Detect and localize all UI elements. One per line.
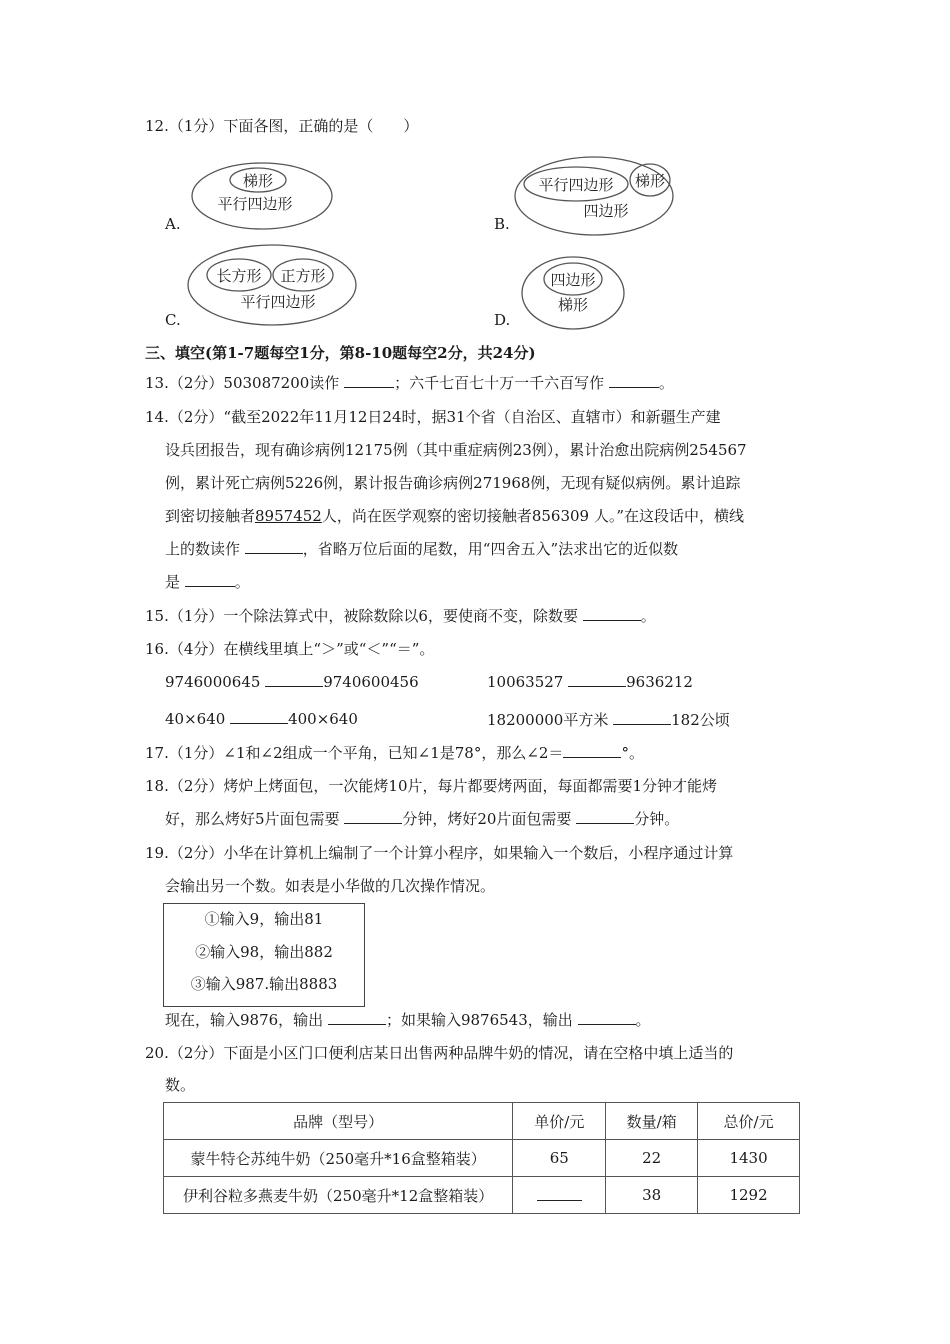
q19-operations-box (163, 903, 365, 1007)
q17-text: 17.（1分）∠1和∠2组成一个平角，已知∠1是78°，那么∠2＝ (145, 744, 564, 762)
q13-blank-2[interactable] (609, 373, 659, 388)
row-1-brand: 蒙牛特仑苏纯牛奶（250毫升*16盒整箱装） (164, 1140, 513, 1177)
q13-text-2: ；六千七百七十万一千六百写作 (394, 374, 609, 392)
q17-blank[interactable] (563, 743, 621, 758)
q12-stem: 12.（1分）下面各图，正确的是（ ） (145, 117, 419, 135)
q14-line-5 (165, 539, 678, 559)
q16-item-3-right: 400×640 (288, 710, 358, 728)
q15-blank[interactable] (583, 606, 641, 621)
row-1-total-price: 1430 (698, 1140, 800, 1177)
q16-blank-1[interactable] (265, 672, 323, 687)
row-2-unit-price-blank[interactable] (537, 1186, 582, 1201)
q18-line-2-c: 分钟。 (634, 810, 680, 828)
q14-line-5-a: 上的数读作 (165, 540, 245, 558)
q16-item-1-left: 9746000645 (165, 673, 266, 691)
q19-line-2: 会输出另一个数。如表是小华做的几次操作情况。 (165, 877, 496, 895)
q18-line-2 (165, 809, 679, 829)
option-a-letter: A. (165, 215, 181, 233)
q19-line-3-a: 现在，输入9876，输出 (165, 1011, 328, 1029)
q14-line-6 (165, 572, 250, 592)
option-c-outer-label: 平行四边形 (240, 293, 316, 311)
q16-item-3-left: 40×640 (165, 710, 231, 728)
row-2-brand: 伊利谷粒多燕麦牛奶（250毫升*12盒整箱装） (164, 1177, 513, 1214)
q17 (145, 743, 644, 763)
q20-line-2: 数。 (165, 1076, 196, 1094)
q16-item-2-right: 9636212 (626, 673, 693, 691)
q19-blank-1[interactable] (328, 1010, 386, 1025)
option-d-letter: D. (494, 311, 511, 329)
option-d-inner-label: 四边形 (550, 271, 596, 289)
q20-line-1: 20.（2分）下面是小区门口便利店某日出售两种品牌牛奶的情况，请在空格中填上适当的 (145, 1044, 734, 1062)
q13-blank-1[interactable] (344, 373, 394, 388)
q14-line-5-b: ，省略万位后面的尾数，用“四舍五入”法求出它的近似数 (302, 540, 679, 558)
q16-blank-3[interactable] (230, 709, 288, 724)
q15-end: 。 (640, 607, 656, 625)
row-2-unit-price-cell (513, 1177, 606, 1214)
q14-blank-1[interactable] (245, 539, 303, 554)
row-2-quantity: 38 (606, 1177, 698, 1214)
row-1-quantity: 22 (606, 1140, 698, 1177)
q13-end: 。 (658, 374, 674, 392)
q19-operation-3: ③输入987.输出8883 (190, 975, 338, 993)
q16-item-1-right: 9740600456 (323, 673, 419, 691)
q19-line-3-b: ；如果输入9876543，输出 (385, 1011, 578, 1029)
option-a-inner-label: 梯形 (242, 172, 274, 190)
option-d-outer-ellipse (522, 257, 624, 329)
q14-line-6-b: 。 (234, 573, 250, 591)
option-b-letter: B. (494, 215, 510, 233)
q20-milk-table (163, 1102, 800, 1214)
q16-blank-2[interactable] (568, 672, 626, 687)
q19-operation-1: ①输入9，输出81 (204, 910, 324, 928)
q14-line-6-a: 是 (165, 573, 185, 591)
header-total-price: 总价/元 (698, 1103, 800, 1140)
header-unit-price: 单价/元 (513, 1103, 606, 1140)
q14-line-4-a: 到密切接触者 (165, 507, 256, 525)
option-c-inner1-label: 长方形 (216, 267, 262, 285)
q17-end: °。 (621, 744, 644, 762)
q16-item-2-left: 10063527 (487, 673, 569, 691)
q19-operation-2: ②输入98，输出882 (195, 943, 333, 961)
option-c-letter: C. (165, 311, 181, 329)
table-row (164, 1140, 800, 1177)
q18-blank-2[interactable] (576, 809, 634, 824)
q18-line-2-b: 分钟，烤好20片面包需要 (402, 810, 577, 828)
q13 (145, 373, 674, 393)
q19-line-1: 19.（2分）小华在计算机上编制了一个计算小程序，如果输入一个数后，小程序通过计算 (145, 844, 734, 862)
q14-line-2: 设兵团报告，现有确诊病例12175例（其中重症病例23例），累计治愈出院病例254567 (165, 441, 747, 459)
row-2-total-price: 1292 (698, 1177, 800, 1214)
option-c-inner2-label: 正方形 (280, 267, 326, 285)
header-brand: 品牌（型号） (164, 1103, 513, 1140)
q16-item-1 (165, 672, 419, 691)
q16-item-2 (487, 672, 693, 691)
q19-blank-2[interactable] (578, 1010, 636, 1025)
q14-line-4 (165, 506, 744, 526)
q16-item-3 (165, 709, 358, 728)
q14-line-1: 14.（2分）“截至2022年11月12日24时，据31个省（自治区、直辖市）和新疆生产建 (145, 408, 721, 426)
q16-stem: 16.（4分）在横线里填上“＞”或“＜”“＝”。 (145, 640, 435, 658)
header-quantity: 数量/箱 (606, 1103, 698, 1140)
q18-line-1: 18.（2分）烤炉上烤面包，一次能烤10片，每片都要烤两面，每面都需要1分钟才能烤 (145, 777, 718, 795)
table-row (164, 1177, 800, 1214)
row-1-unit-price: 65 (513, 1140, 606, 1177)
q14-blank-2[interactable] (185, 572, 235, 587)
q14-line-4-b: 人，尚在医学观察的密切接触者856309 人。”在这段话中，横线 (321, 507, 745, 525)
option-d-outer-label: 梯形 (557, 296, 589, 314)
option-b-inner2-label: 梯形 (634, 172, 666, 190)
q16-blank-4[interactable] (613, 710, 671, 725)
q18-line-2-a: 好，那么烤好5片面包需要 (165, 810, 345, 828)
q16-item-4-left: 18200000平方米 (487, 711, 614, 729)
table-header-row (164, 1103, 800, 1140)
q19-line-3 (165, 1010, 651, 1030)
option-a-outer-label: 平行四边形 (217, 195, 293, 213)
q15 (145, 606, 656, 626)
q14-underlined-number: 8957452 (255, 507, 322, 525)
q19-line-3-c: 。 (635, 1011, 651, 1029)
q13-text-1: 13.（2分）503087200读作 (145, 374, 345, 392)
option-b-inner1-label: 平行四边形 (538, 176, 614, 194)
q16-item-4 (487, 709, 730, 730)
section-3-heading: 三、填空(第1-7题每空1分，第8-10题每空2分，共24分) (145, 344, 536, 362)
q18-blank-1[interactable] (344, 809, 402, 824)
option-b-outer-label: 四边形 (583, 202, 629, 220)
q14-line-3: 例，累计死亡病例5226例，累计报告确诊病例271968例，无现有疑似病例。累计追踪 (165, 474, 741, 492)
q16-item-4-right: 182公顷 (671, 711, 730, 729)
q12-diagrams (0, 0, 950, 340)
q15-text: 15.（1分）一个除法算式中，被除数除以6，要使商不变，除数要 (145, 607, 583, 625)
